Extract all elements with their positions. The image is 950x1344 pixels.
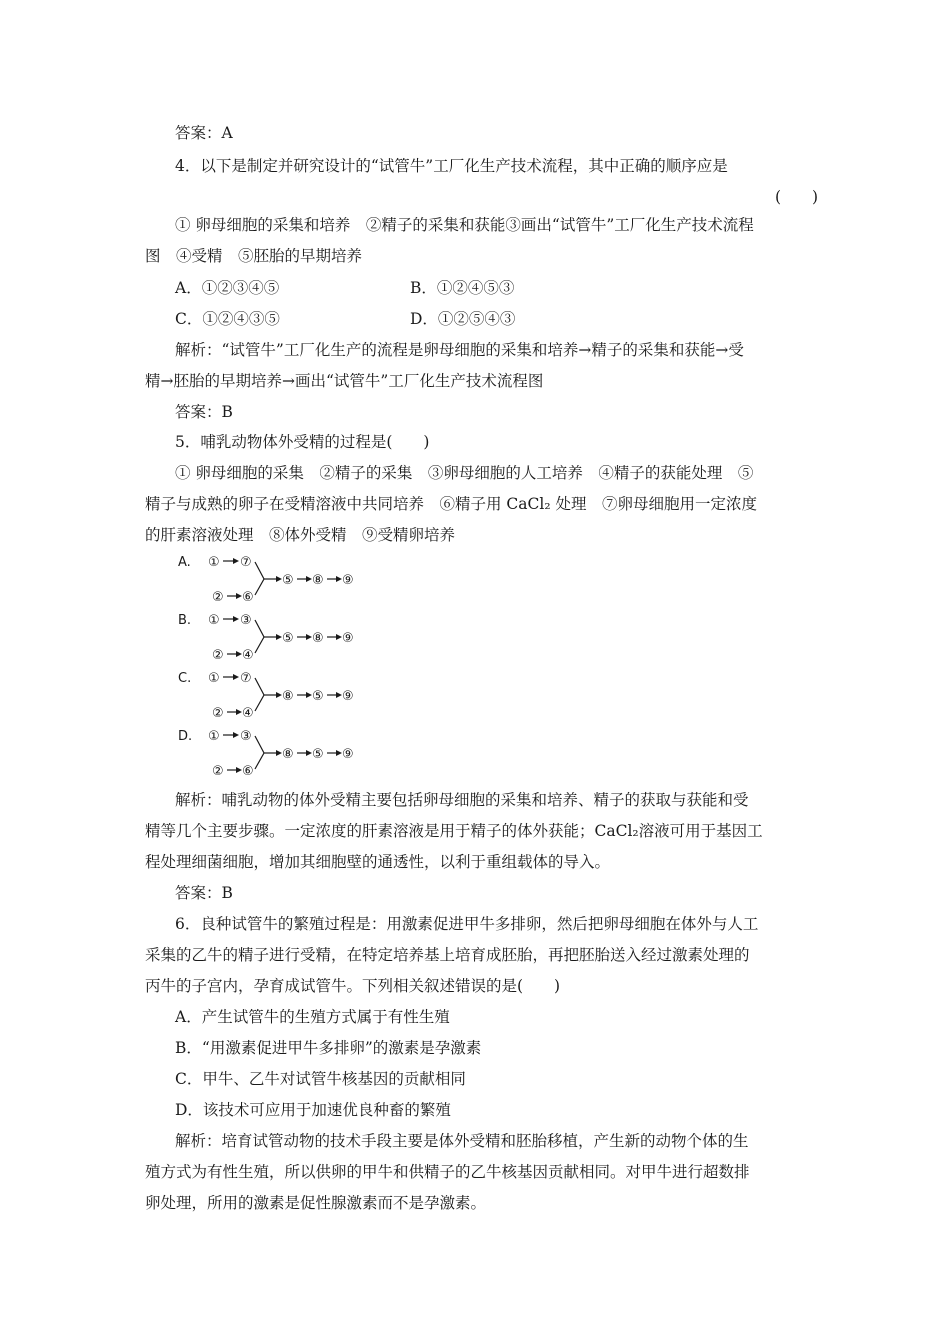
answer-3: 答案：A [175, 124, 233, 142]
diagram-step: ⑤ [282, 631, 294, 646]
diagram-step: ⑨ [342, 747, 354, 762]
diagram-step: ③ [240, 613, 252, 628]
diagram-step: ① [208, 613, 220, 628]
question-6-option-b: B．“用激素促进甲牛多排卵”的激素是孕激素 [175, 1039, 482, 1057]
question-6-stem-line3: 丙牛的子宫内，孕育成试管牛。下列相关叙述错误的是( ) [145, 977, 561, 995]
question-4-stem: 4．以下是制定并研究设计的“试管牛”工厂化生产技术流程，其中正确的顺序应是 [175, 157, 728, 175]
question-4-items-line1: ① 卵母细胞的采集和培养 ②精子的采集和获能③画出“试管牛”工厂化生产技术流程 [175, 216, 754, 234]
diagram-step: ④ [242, 706, 254, 717]
diagram-step: ⑤ [312, 747, 324, 762]
diagram-step: ② [212, 648, 224, 659]
question-4-analysis-line1: 解析：“试管牛”工厂化生产的流程是卵母细胞的采集和培养→精子的采集和获能→受 [175, 341, 744, 359]
diagram-step: ① [208, 729, 220, 744]
question-4-option-d: D．①②⑤④③ [410, 310, 516, 328]
diagram-step: ④ [242, 648, 254, 659]
diagram-step: ⑦ [240, 555, 252, 570]
question-4-option-a: A．①②③④⑤ [175, 279, 280, 297]
diagram-option-label: D. [178, 729, 193, 744]
question-5-items-line1: ① 卵母细胞的采集 ②精子的采集 ③卵母细胞的人工培养 ④精子的获能处理 ⑤ [175, 464, 754, 482]
diagram-step: ⑦ [240, 671, 252, 686]
diagram-step: ① [208, 555, 220, 570]
diagram-step: ② [212, 706, 224, 717]
question-4-option-b: B．①②④⑤③ [410, 279, 515, 297]
question-6-stem-line2: 采集的乙牛的精子进行受精，在特定培养基上培育成胚胎，再把胚胎送入经过激素处理的 [145, 946, 750, 964]
question-6-stem-line1: 6．良种试管牛的繁殖过程是：用激素促进甲牛多排卵，然后把卵母细胞在体外与人工 [175, 915, 759, 933]
diagram-step: ⑥ [242, 764, 254, 775]
diagram-step: ⑨ [342, 573, 354, 588]
question-4-option-c: C．①②④③⑤ [175, 310, 280, 328]
question-6-analysis-line2: 殖方式为有性生殖，所以供卵的甲牛和供精子的乙牛核基因贡献相同。对甲牛进行超数排 [145, 1163, 750, 1181]
question-5-analysis-line2: 精等几个主要步骤。一定浓度的肝素溶液是用于精子的体外获能；CaCl₂溶液可用于基因工 [145, 822, 763, 840]
diagram-option-label: B. [178, 613, 192, 628]
diagram-step: ⑥ [242, 590, 254, 601]
diagram-step: ⑧ [282, 747, 294, 762]
flow-diagram-d [178, 727, 368, 775]
diagram-step: ⑨ [342, 631, 354, 646]
diagram-step: ⑧ [312, 631, 324, 646]
diagram-step: ⑧ [312, 573, 324, 588]
diagram-step: ② [212, 764, 224, 775]
question-5-stem: 5．哺乳动物体外受精的过程是( ) [175, 433, 430, 451]
flow-diagram-a [178, 553, 368, 601]
question-6-option-a: A．产生试管牛的生殖方式属于有性生殖 [175, 1008, 450, 1026]
question-6-analysis-line3: 卵处理，所用的激素是促性腺激素而不是孕激素。 [145, 1194, 487, 1212]
question-4-bracket: ( ) [775, 188, 819, 206]
diagram-step: ⑧ [282, 689, 294, 704]
question-6-analysis-line1: 解析：培育试管动物的技术手段主要是体外受精和胚胎移植，产生新的动物个体的生 [175, 1132, 749, 1150]
diagram-step: ① [208, 671, 220, 686]
diagram-step: ⑤ [282, 573, 294, 588]
question-4-items-line2: 图 ④受精 ⑤胚胎的早期培养 [145, 247, 363, 265]
diagram-step: ② [212, 590, 224, 601]
question-5-analysis-line1: 解析：哺乳动物的体外受精主要包括卵母细胞的采集和培养、精子的获取与获能和受 [175, 791, 749, 809]
answer-4: 答案：B [175, 403, 233, 421]
question-4-analysis-line2: 精→胚胎的早期培养→画出“试管牛”工厂化生产技术流程图 [145, 372, 544, 390]
question-6-option-d: D．该技术可应用于加速优良种畜的繁殖 [175, 1101, 451, 1119]
flow-diagram-c [178, 669, 368, 717]
flow-diagram-b [178, 611, 368, 659]
question-5-items-line2: 精子与成熟的卵子在受精溶液中共同培养 ⑥精子用 CaCl₂ 处理 ⑦卵母细胞用一定浓度 [145, 495, 757, 513]
diagram-step: ③ [240, 729, 252, 744]
diagram-step: ⑨ [342, 689, 354, 704]
answer-5: 答案：B [175, 884, 233, 902]
diagram-option-label: A. [178, 555, 191, 570]
diagram-step: ⑤ [312, 689, 324, 704]
question-5-analysis-line3: 程处理细菌细胞，增加其细胞壁的通透性，以利于重组载体的导入。 [145, 853, 611, 871]
question-6-option-c: C．甲牛、乙牛对试管牛核基因的贡献相同 [175, 1070, 466, 1088]
diagram-option-label: C. [178, 671, 192, 686]
question-5-items-line3: 的肝素溶液处理 ⑧体外受精 ⑨受精卵培养 [145, 526, 456, 544]
